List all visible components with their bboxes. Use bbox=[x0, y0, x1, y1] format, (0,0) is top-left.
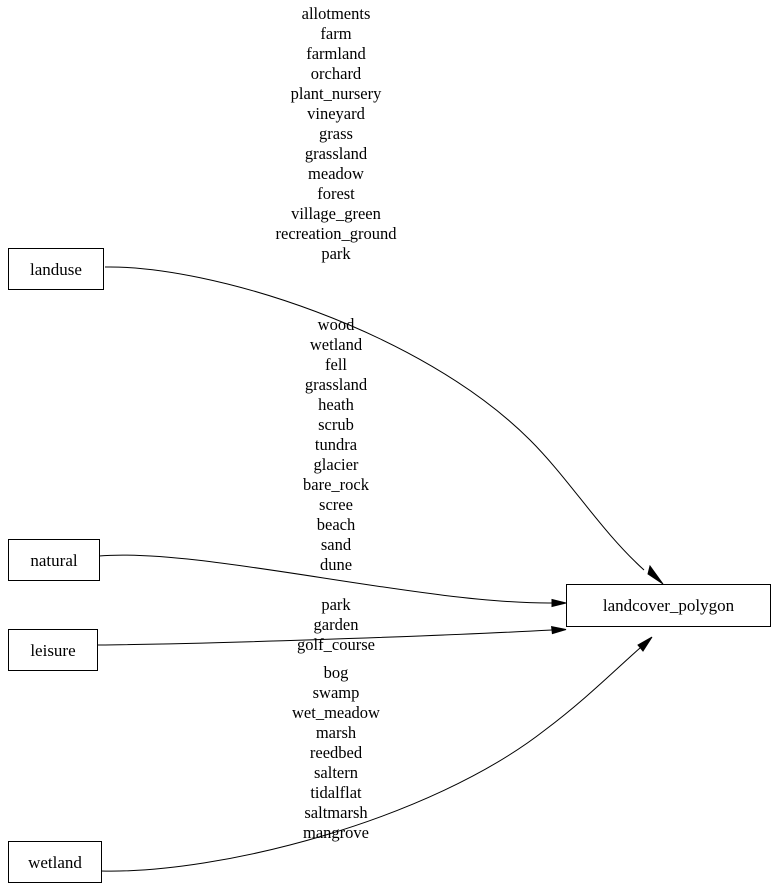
value-item: grass bbox=[319, 124, 353, 143]
value-item: scrub bbox=[318, 415, 354, 434]
value-item: tidalflat bbox=[310, 783, 362, 802]
value-item: plant_nursery bbox=[290, 84, 382, 103]
value-item: heath bbox=[318, 395, 354, 414]
value-item: bog bbox=[323, 663, 349, 682]
value-item: mangrove bbox=[303, 823, 369, 842]
value-item: wet_meadow bbox=[292, 703, 380, 722]
value-item: saltmarsh bbox=[304, 803, 368, 822]
value-item: wetland bbox=[309, 335, 363, 354]
value-item: allotments bbox=[301, 4, 371, 23]
arrowhead-wetland bbox=[638, 637, 652, 651]
value-item: bare_rock bbox=[303, 475, 369, 494]
value-item: swamp bbox=[312, 683, 360, 702]
value-item: recreation_ground bbox=[275, 224, 397, 243]
node-wetland[interactable] bbox=[8, 841, 102, 883]
value-item: beach bbox=[316, 515, 356, 534]
value-item: garden bbox=[313, 615, 359, 634]
value-item: vineyard bbox=[307, 104, 365, 123]
value-item: park bbox=[321, 244, 351, 263]
node-natural-label: natural bbox=[30, 550, 78, 570]
value-item: fell bbox=[325, 355, 347, 374]
arrowhead-leisure bbox=[552, 627, 566, 634]
value-list-leisure bbox=[247, 595, 425, 655]
value-item: farm bbox=[320, 24, 352, 43]
value-item: glacier bbox=[313, 455, 359, 474]
value-list-landuse bbox=[247, 4, 425, 264]
value-item: park bbox=[321, 595, 351, 614]
node-wetland-label: wetland bbox=[28, 852, 82, 872]
value-item: dune bbox=[319, 555, 353, 574]
value-item: farmland bbox=[306, 44, 366, 63]
value-item: village_green bbox=[291, 204, 381, 223]
arrowhead-landuse bbox=[648, 566, 663, 584]
value-list-wetland bbox=[247, 663, 425, 843]
node-landuse[interactable] bbox=[8, 248, 104, 290]
value-item: golf_course bbox=[297, 635, 375, 654]
value-item: meadow bbox=[308, 164, 364, 183]
node-leisure[interactable] bbox=[8, 629, 98, 671]
node-landuse-label: landuse bbox=[30, 259, 82, 279]
value-item: reedbed bbox=[309, 743, 363, 762]
node-landcover-polygon[interactable] bbox=[566, 584, 771, 627]
value-item: scree bbox=[319, 495, 353, 514]
node-leisure-label: leisure bbox=[30, 640, 76, 660]
value-item: grassland bbox=[304, 375, 368, 394]
value-list-natural bbox=[247, 315, 425, 575]
node-natural[interactable] bbox=[8, 539, 100, 581]
value-item: marsh bbox=[315, 723, 357, 742]
value-item: sand bbox=[320, 535, 352, 554]
value-item: saltern bbox=[314, 763, 358, 782]
value-item: orchard bbox=[310, 64, 362, 83]
value-item: grassland bbox=[304, 144, 368, 163]
value-item: tundra bbox=[314, 435, 358, 454]
value-item: forest bbox=[317, 184, 355, 203]
value-item: wood bbox=[317, 315, 355, 334]
arrowhead-natural bbox=[552, 600, 566, 607]
node-landcover-polygon-label: landcover_polygon bbox=[602, 596, 735, 615]
